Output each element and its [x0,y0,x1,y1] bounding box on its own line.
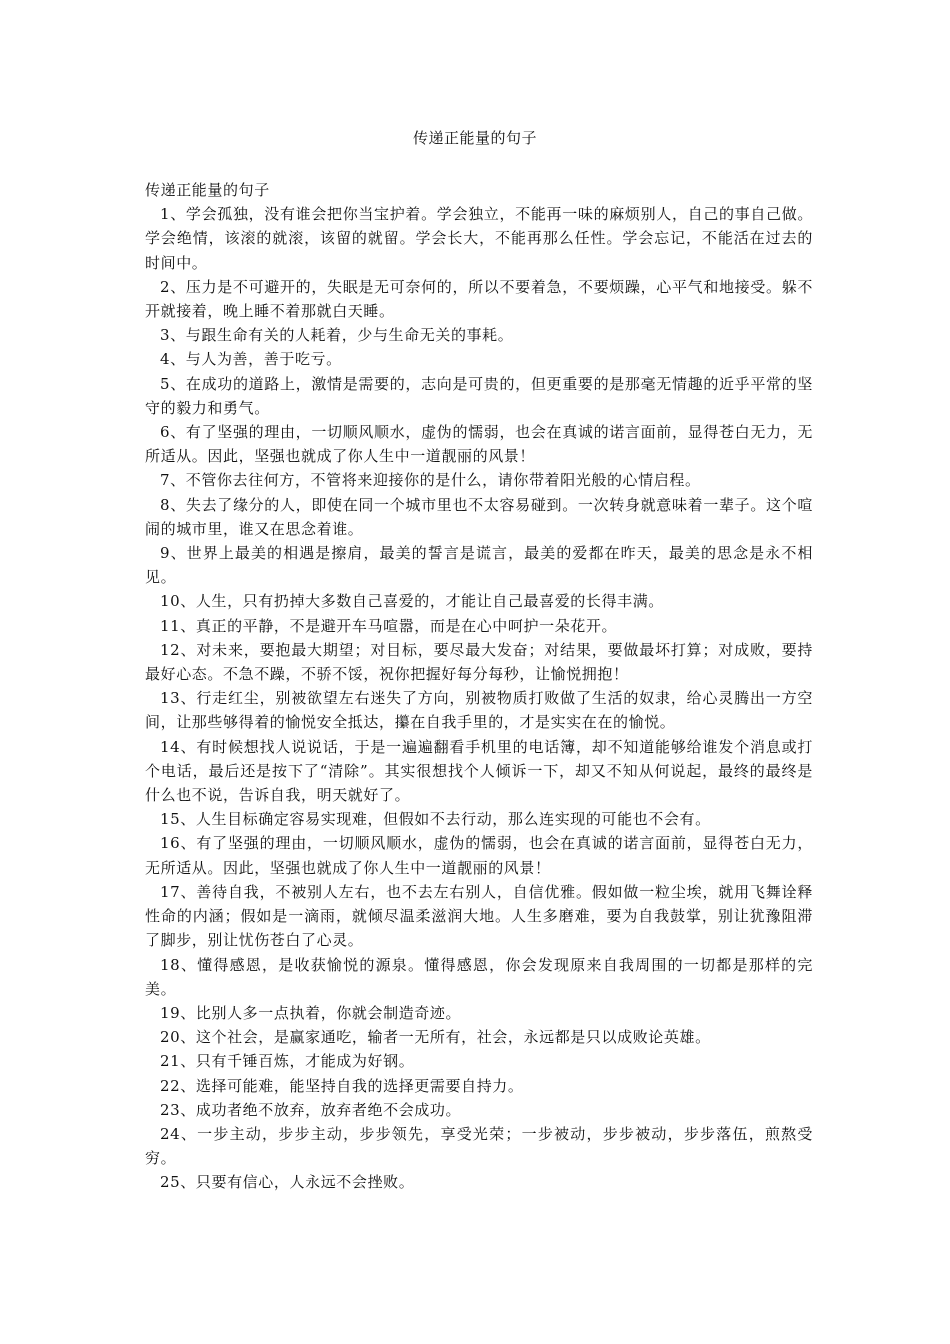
sentence-item: 2、压力是不可避开的，失眠是无可奈何的，所以不要着急，不要烦躁，心平气和地接受。躲不开就接着，晚上睡不着那就白天睡。 [145,277,813,321]
sentence-item: 6、有了坚强的理由，一切顺风顺水，虚伪的懦弱，也会在真诚的诺言面前，显得苍白无力，无所适从。因此，坚强也就成了你人生中一道靓丽的风景！ [145,423,813,466]
sentence-item: 15、人生目标确定容易实现难，但假如不去行动，那么连实现的可能也不会有。 [160,810,711,829]
sentence-item: 22、选择可能难，能坚持自我的选择更需要自持力。 [160,1076,524,1095]
sentence-item: 24、一步主动，步步主动，步步领先，享受光荣；一步被动，步步被动，步步落伍，煎熬受穷。 [145,1124,813,1168]
sentence-item: 3、与跟生命有关的人耗着，少与生命无关的事耗。 [160,326,514,345]
sentence-item: 19、比别人多一点执着，你就会制造奇迹。 [160,1003,462,1022]
sentence-item: 7、不管你去往何方，不管将来迎接你的是什么，请你带着阳光般的心情启程。 [160,471,701,490]
sentence-item: 21、只有千锤百炼，才能成为好钢。 [160,1052,415,1071]
document-subtitle: 传递正能量的句子 [145,181,270,199]
sentence-item: 20、这个社会，是赢家通吃，输者一无所有，社会，永远都是只以成败论英雄。 [160,1028,711,1047]
sentence-item: 5、在成功的道路上，激情是需要的，志向是可贵的，但更重要的是那毫无情趣的近乎平常的坚守的毅力和勇气。 [145,374,813,417]
sentence-item: 16、有了坚强的理由，一切顺风顺水，虚伪的懦弱，也会在真诚的诺言面前，显得苍白无力，无所适从。因此，坚强也就成了你人生中一道靓丽的风景！ [145,834,813,877]
sentence-item: 13、行走红尘，别被欲望左右迷失了方向，别被物质打败做了生活的奴隶，给心灵腾出一方空间，让那些够得着的愉悦安全抵达，攥在自我手里的，才是实实在在的愉悦。 [145,689,813,732]
sentence-item: 23、成功者绝不放弃，放弃者绝不会成功。 [160,1100,462,1119]
sentence-item: 17、善待自我，不被别人左右，也不去左右别人，自信优雅。假如做一粒尘埃，就用飞舞诠释性命的内涵；假如是一滴雨，就倾尽温柔滋润大地。人生多磨难，要为自我鼓掌，别让犹豫阻滞了脚步，别让忧伤苍白了心灵。 [145,882,813,950]
document-body [145,178,813,1195]
sentence-item: 12、对未来，要抱最大期望；对目标，要尽最大发奋；对结果，要做最坏打算；对成败，要持最好心态。不急不躁，不骄不馁，祝你把握好每分每秒，让愉悦拥抱！ [145,640,813,684]
sentence-item: 11、真正的平静，不是避开车马喧嚣，而是在心中呵护一朵花开。 [160,616,618,635]
sentence-item: 10、人生，只有扔掉大多数自己喜爱的，才能让自己最喜爱的长得丰满。 [160,592,664,611]
sentence-list [145,202,813,1194]
sentence-item: 4、与人为善，善于吃亏。 [160,350,342,369]
sentence-item: 9、世界上最美的相遇是擦肩，最美的誓言是谎言，最美的爱都在昨天，最美的思念是永不相见。 [145,544,813,587]
sentence-item: 25、只要有信心，人永远不会挫败。 [160,1173,415,1192]
sentence-item: 14、有时候想找人说说话，于是一遍遍翻看手机里的电话簿，却不知道能够给谁发个消息或打个电话，最后还是按下了“清除”。其实很想找个人倾诉一下，却又不知从何说起，最终的最终是什么也不说，告诉自我，明天就好了。 [145,737,813,805]
sentence-item: 18、懂得感恩，是收获愉悦的源泉。懂得感恩，你会发现原来自我周围的一切都是那样的完美。 [145,955,813,998]
sentence-item: 1、学会孤独，没有谁会把你当宝护着。学会独立，不能再一味的麻烦别人，自己的事自己做。学会绝情，该滚的就滚，该留的就留。学会长大，不能再那么任性。学会忘记，不能活在过去的时间中。 [145,205,813,272]
sentence-item: 8、失去了缘分的人，即使在同一个城市里也不太容易碰到。一次转身就意味着一辈子。这个喧闹的城市里，谁又在思念着谁。 [145,495,813,538]
document-title: 传递正能量的句子 [412,129,537,147]
